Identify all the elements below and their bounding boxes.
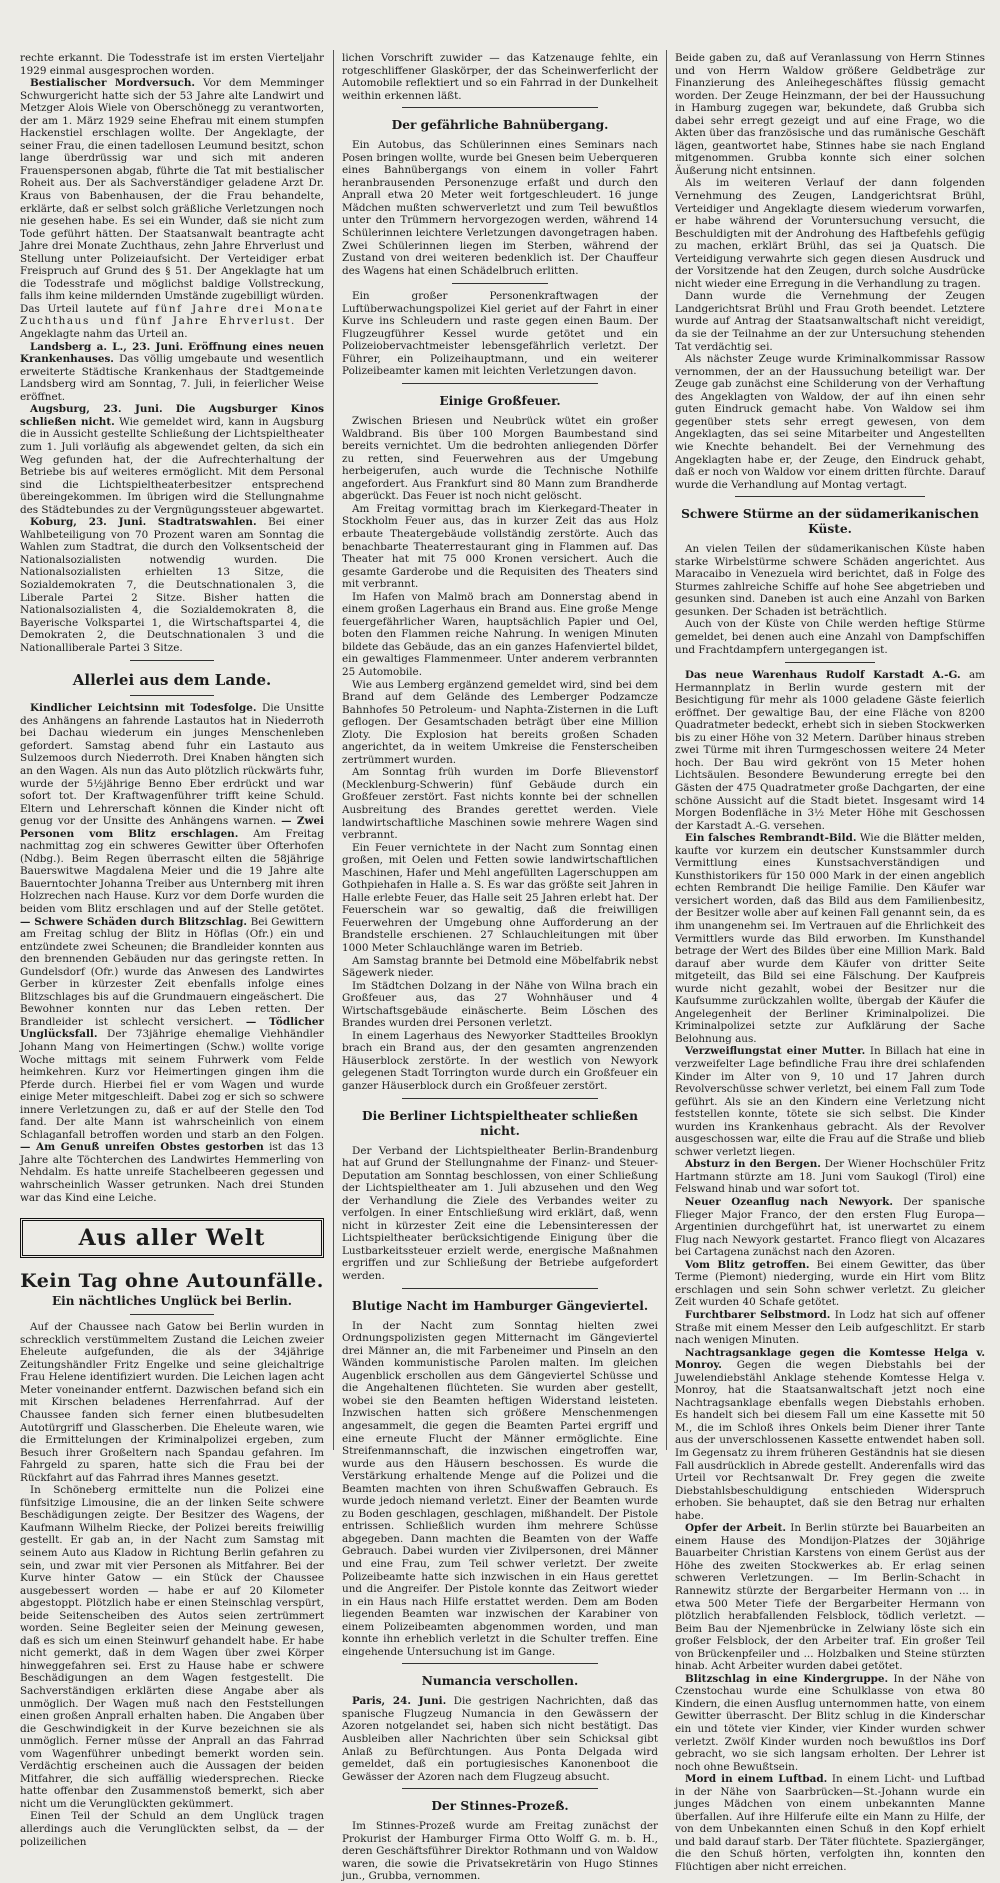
- article-luftbad: [675, 1773, 985, 1873]
- headline-stinnes: Der Stinnes-Prozeß.: [431, 1799, 569, 1814]
- article-body: In der Nähe von Czenstochau wurde eine Schulklasse von etwa 80 Kindern, die einen Ausflug unternommen hatte, von einem Gewitter überrascht. Der Blitz schlug in die Kinderschar ein und tötete vier Kinder, vier Kinder wurden schwer verletzt. Zwölf Kinder wurden noch bewußtlos ins Dorf gebracht, wo sie sich langsam erholten. Der Lehrer ist noch ohne Bewußtsein.: [675, 1672, 985, 1773]
- article-landsberg: [20, 341, 324, 404]
- article-title: Furchtbarer Selbstmord.: [685, 1308, 831, 1321]
- article-body: In Billach hat eine in verzweifelter Lage befindliche Frau ihre drei schlafenden Kinder im Alter von 9, 10 und 17 Jahren durch Revolverschüsse schwer verletzt, bei einem Fall zum Tode geführt. Als sie an den Kindern eine Verletzung nicht feststellen konnte, tötete sie sich selbst. Die Kinder wurden ins Krankenhaus gebracht. Als der Revolver ausgeschossen war, eilte die Frau auf die Straße und blieb schwer verletzt liegen.: [675, 1045, 985, 1158]
- separator-rule: [402, 1098, 598, 1099]
- article-body: Vor dem Memminger Schwurgericht hatte sich der 53 Jahre alte Landwirt und Metzger Alois Wiele von Oberschönegg zu verantworten, der am 1. März 1929 seine Ehefrau mit einem stumpfen Hackenstiel erschlagen wollte. Der Angeklagte, der seiner Frau, die einen tadellosen Leumund besitzt, schon lange überdrüssig war und sich mit anderen Frauenspersonen abgab, führte die Tat mit bestialischer Roheit aus. Der als Sachverständiger geladene Arzt Dr. Kraus von Babenhausen, der die Frau behandelte, erklärte, daß er selbst solch gräßliche Verletzungen noch nie gesehen habe. Es sei ein Wunder, daß sie nicht zum Tode geführt hätten. Der Staatsanwalt beantragte acht Jahre drei Monate Zuchthaus, zehn Jahre Ehrverlust und Stellung unter Polizeiaufsicht. Der Verteidiger erbat Freispruch auf Grund des § 51. Der Angeklagte hat um die Todesstrafe und möglichst baldige Vollstreckung, falls ihm keine mildernden Umstände zugebilligt würden. Das Urteil lautete auf: [20, 77, 324, 315]
- article-title: Blitzschlag in eine Kindergruppe.: [685, 1672, 889, 1685]
- article-paragraph: In Schöneberg ermittelte nun die Polizei eine fünfsitzige Limousine, die an der linken Seite schwere Beschädigungen zeigte. Der Besitzer des Wagens, der Kaufmann Wilhelm Riecke, der Polizei bereits freiwillig gestellt. Er gab an, in der Nacht zum Samstag mit seinem Auto aus Kladow in Richtung Berlin gefahren zu sein, und zwar mit vier Personen als Mitfahrer. Bei der Kurve hinter Gatow — ein Stück der Chaussee ausgebessert worden — habe er auf 20 Kilometer abgestoppt. Plötzlich habe er einen Steinschlag verspürt, beide Seitenscheiben des Autos seien zertrümmert worden. Seine Begleiter seien der Meinung gewesen, daß es sich um einen Steinwurf gehandelt habe. Er habe nicht gemerkt, daß in dem Wagen über zwei Körper hinweggefahren sei. Erst zu Hause habe er schwere Beschädigungen an dem Wagen festgestellt. Die Sachverständigen erklärten diese Angabe aber als unmöglich. Der Wagen muß nach den Feststellungen einen großen Anprall erhalten haben. Die Angaben über die Geschwindigkeit in der Kurve bezeichnen sie als unmöglich. Ferner müsse der Anprall an das Fahrrad vom Wagenführer unbedingt bemerkt worden sein. Verdächtig erscheinen auch die Aussagen der beiden Mitfahrer, die sich auffällig wiedersprechen. Riecke hatte offenbar den Zusammenstoß bemerkt, sich aber nicht um die Verunglückten gekümmert.: [20, 1484, 324, 1810]
- article-body: Am Freitag nachmittag zog ein schweres Gewitter über Ofterhofen (Ndbg.). Beim Regen überrascht eilten die 58jährige Bauerswitwe Magdalena Meier und die 19 Jahre alte Bauerntochter Johanna Treiber aus Unternberg mit ihren Holzrechen nach Hause. Kurz vor dem Dorfe wurden die beiden vom Blitz erschlagen und auf der Stelle getötet.: [20, 827, 324, 915]
- article-body: Wie gemeldet wird, kann in Augsburg die in Aussicht gestellte Schließung der Lichtspieltheater zum 1. Juli vorläufig als abgewendet gelten, da sich ein Weg gefunden hat, der die Aufrechterhaltung der Betriebe bis auf weiteres ermöglicht. Mit dem Personal sind die Lichtspieltheaterbesitzer entsprechend übereingekommen. Im übrigen wird die Stellungnahme des Städtebundes zu der Vergnügungssteuer abgewartet.: [20, 415, 324, 516]
- article-paragraph: Wie aus Lemberg ergänzend gemeldet wird, sind bei dem Brand auf dem Gelände des Lemberger Podzamcze Bahnhofes 50 Petroleum- und Naphta-Zisternen in die Luft geflogen. Der Gesamtschaden beträgt über eine Million Zloty. Die Explosion hat bereits großen Schaden angerichtet, da in weitem Umkreise die Fensterscheiben zertrümmert wurden.: [342, 678, 658, 766]
- article-dateline: Koburg, 23. Juni.: [30, 516, 147, 529]
- article-paragraph: Ein Autobus, das Schülerinnen eines Seminars nach Posen bringen wollte, wurde bei Gnesen beim Ueberqueren eines Bahnübergangs von einem in voller Fahrt heranbrausenden Personenzuge erfaßt und durch den Anprall etwa 20 Meter weit fortgeschleudert. 16 junge Mädchen mußten schwerverletzt und zum Teil bewußtlos unter den Trümmern hervorgezogen werden, während 14 Schülerinnen leichtere Verletzungen davongetragen haben. Zwei Schülerinnen liegen im Sterben, während der Zustand von drei weiteren bedenklich ist. Der Chauffeur des Wagens hat einen Schädelbruch erlitten.: [342, 139, 658, 277]
- article-paragraph: Auch von der Küste von Chile werden heftige Stürme gemeldet, bei denen auch eine Anzahl von Dampfschiffen und Frachtdampfern untergegangen ist.: [675, 618, 985, 656]
- article-paragraph: Ein großer Personenkraftwagen der Luftüberwachungspolizei Kiel geriet auf der Fahrt in einer Kurve ins Schleudern und raste gegen einen Baum. Der Flugzeugführer Kessel wurde getötet und ein Polizeiobervachtmeister lebensgefährlich verletzt. Der Führer, ein Polizeihauptmann, und ein weiterer Polizeibeamter kamen mit leichten Verletzungen davon.: [342, 290, 658, 378]
- article-paragraph: Der Verband der Lichtspieltheater Berlin-Brandenburg hat auf Grund der Stellungnahme der Finanz- und Steuer-Deputation am Sonntag beschlossen, von einer Schließung der Lichtspieltheater am 1. Juli abzusehen und den Weg der Verhandlung die Ziele des Verbandes weiter zu verfolgen. In einer Entschließung wird erklärt, daß, wenn nicht in kürzester Zeit eine die Lebensinteressen der Lichtspieltheater berücksichtigende Einigung über die Lustbarkeitssteuer erzielt werde, energische Maßnahmen ergriffen und zur Schließung der Betriebe aufgefordert werden.: [342, 1144, 658, 1283]
- separator-rule: [130, 695, 214, 696]
- article-paragraph: Als nächster Zeuge wurde Kriminalkommissar Rassow vernommen, der an der Haussuchung beteiligt war. Der Zeuge gab zunächst eine Schilderung von der Verhaftung des Angeklagten von Waldow, der auf ihn einen sehr guten Eindruck gemacht habe. Von Waldow sei ihm gegenüber stets sehr erregt gewesen, von dem Angeklagten, das sei seine Mitarbeiter und Angestellten wie Knechte behandelt. Bei der Vernehmung des Angeklagten habe er, der Zeuge, den Eindruck gehabt, daß er noch von Waldow vor einem dritten fürchte. Darauf wurde die Verhandlung auf Montag vertagt.: [675, 353, 985, 491]
- article-paragraph: Einen Teil der Schuld an dem Unglück tragen allerdings auch die Verunglückten selbst, da — der polizeilichen: [20, 1810, 324, 1848]
- separator-rule: [402, 107, 598, 108]
- article-body: In Berlin stürzte bei Bauarbeiten an einem Hause des Mondijon-Platzes der 30jährige Bauarbeiter Christian Karstens von einem Gerüst aus der Höhe des zweiten Stockwerkes ab. Er erlag seinen schweren Verletzungen. — Im Berlin-Schacht in Rannewitz stürzte der Bergarbeiter Hermann von ... in etwa 500 Meter Tiefe der Bergarbeiter Hermann von plötzlich herabfallenden Felsblock, tödlich verletzt. — Beim Bau der Njemenbrücke in Zelwiany löste sich ein großer Felsblock, der den Arbeiter traf. Ein großer Teil von Brückenpfeiler und ... Holzbalken und Steine stürzten hinab. Acht Arbeiter wurden dabei getötet.: [675, 1522, 985, 1673]
- article-paragraph: Im Hafen von Malmö brach am Donnerstag abend in einem großen Lagerhaus ein Brand aus. Eine große Menge feuergefährlicher Waren, hauptsächlich Papier und Oel, boten den Flammen reiche Nahrung. In wenigen Minuten bildete das Gebäude, das an ein ganzes Hafenviertel bildet, ein gewaltiges Flammenmeer. Unter anderem verbrannten 25 Automobile.: [342, 590, 658, 678]
- article-arbeit: [675, 1522, 985, 1673]
- separator-rule: [735, 496, 925, 497]
- article-title: Eröffnung eines neuen Krankenhauses.: [20, 340, 324, 366]
- article-body: ist das 13 Jahre alte Töchterchen des Landwirtes Hemmerling von Nehdalm. Es hatte unreife Stachelbeeren gegessen und wahrscheinlich Wasser getrunken. Nach drei Stunden war das Kind eine Leiche.: [20, 1141, 324, 1204]
- separator-rule: [402, 383, 598, 384]
- article-title: — Schwere Schäden durch Blitzschlag.: [20, 915, 248, 928]
- column-2: [342, 52, 659, 1883]
- article-body: Bei einem Gewitter, das über Terme (Piemont) niederging, wurde ein Hirt vom Blitz erschlagen und sein Sohn schwer verletzt. Zu gleicher Zeit wurden 40 Schafe getötet.: [675, 1258, 985, 1309]
- article-paragraph: In einem Lagerhaus des Newyorker Stadtteiles Brooklyn brach ein Brand aus, der den gesamten angrenzenden Häuserblock zerstörte. In der westlich von Newyork gelegenen Stadt Torrington wurde durch ein Großfeuer ein ganzer Häuserblock durch ein Großfeuer zerstört.: [342, 1029, 658, 1093]
- article-dateline: Landsberg a. L., 23. Juni.: [30, 340, 184, 353]
- article-title: Absturz in den Bergen.: [685, 1158, 821, 1171]
- article-body: Gegen die wegen Diebstahls bei der Juwelendiebstähl Anklage stehende Komtesse Helga v. Monroy, hat die Staatsanwaltschaft jetzt noch eine Nachtragsanklage ebenfalls wegen Diebstahls erhoben. Es handelt sich bei diesem Fall um eine Kassette mit 50 M., die im Schloß ihres Onkels beim Diener ihrer Tante aus der unverschlossenen Kassette entwendet haben soll. Im Gegensatz zu ihrem früheren Geständnis hat sie diesen Fall ausdrücklich in Abrede gestellt. Anderenfalls wird das Urteil vor Rechtsanwalt Dr. Frey gegen die zweite Diebstahlsbeschuldigung entschieden Widerspruch erhoben. Sie behauptet, daß sie den Betrag nur erhalten habe.: [675, 1359, 985, 1522]
- article-title: Vom Blitz getroffen.: [685, 1258, 810, 1271]
- article-blitz: [675, 1259, 985, 1309]
- section-heading-allerlei: Allerlei aus dem Lande.: [72, 671, 272, 690]
- column-3: [675, 52, 986, 1874]
- article-allerlei: [20, 702, 324, 1204]
- article-paragraph: rechte erkannt. Die Todesstrafe ist im ersten Vierteljahr 1929 einmal ausgesprochen worden.: [20, 52, 324, 77]
- article-title: Stadtratswahlen.: [157, 516, 257, 529]
- article-mutter: [675, 1045, 985, 1158]
- article-paragraph: Im Städtchen Dolzang in der Nähe von Wilna brach ein Großfeuer aus, das 27 Wohnhäuser und 4 Wirtschaftsgebäude einäscherte. Beim Löschen des Brandes wurden drei Personen verletzt.: [342, 979, 658, 1030]
- article-body: Der spanische Flieger Major Franco, der den ersten Flug Europa—Argentinien durchgeführt hat, ist unerwartet zu einem Flug nach Newyork gestartet. Franco fliegt von Alcazares bei Cartagena zunächst nach den Azoren.: [675, 1196, 985, 1259]
- separator-rule: [402, 1788, 598, 1789]
- article-paragraph: Als im weiteren Verlauf der dann folgenden Vernehmung des Zeugen, Landgerichtsrat Brühl, Verteidiger und Angeklagte diesem wiederum vorwarfen, er habe während der Voruntersuchung versucht, die Beschuldigten mit der Androhung des Haftbefehls gefügig zu machen, erklärt Brühl, das sei ja Quatsch. Die Verteidigung verwahrte sich gegen diesen Ausdruck und der Vorsitzende hat den Zeugen, durch solche Ausdrücke nicht wieder eine Erregung in die Verhandlung zu tragen.: [675, 177, 985, 290]
- article-berge: [675, 1158, 985, 1196]
- article-title: — Tödlicher Unglücksfall.: [20, 1015, 324, 1041]
- article-title: — Zwei Personen vom Blitz erschlagen.: [20, 815, 324, 840]
- article-paragraph: Am Sonntag früh wurden im Dorfe Blievenstorf (Mecklenburg-Schwerin) fünf Gebäude durch ein Großfeuer zerstört. Fast nichts konnte bei der schnellen Ausbreitung des Brandes gerettet werden. Viele landwirtschaftliche Maschinen sowie mehrere Wagen sind verbrannt.: [342, 766, 658, 842]
- article-ozeanflug: [675, 1196, 985, 1259]
- article-body: Der Angeklagte nahm das Urteil an.: [20, 315, 324, 341]
- article-title: Nachtragsanklage gegen die Komtesse Helga v. Monroy.: [675, 1346, 985, 1372]
- article-body: Der Wiener Hochschüler Fritz Hartmann stürzte am 18. Juni vom Saukogl (Tirol) eine Felswand hinab und war sofort tot.: [675, 1158, 985, 1196]
- article-title: Opfer der Arbeit.: [685, 1522, 787, 1535]
- separator-rule: [402, 1663, 598, 1664]
- separator-rule: [452, 283, 548, 284]
- article-augsburg: [20, 403, 324, 516]
- article-title: Bestialischer Mordversuch.: [30, 77, 196, 90]
- headline-grossfeuer: Einige Großfeuer.: [439, 394, 561, 409]
- section-heading-aus-aller-welt: Aus aller Welt: [20, 1218, 324, 1258]
- headline-hamburg: Blutige Nacht im Hamburger Gängeviertel.: [351, 1298, 649, 1313]
- headline-stuerme: Schwere Stürme an der südamerikanischen Küste.: [681, 507, 979, 537]
- article-body: In einem Licht- und Luftbad in der Nähe von Saarbrücken—St.-Johann wurde ein junges Mädchen von einem unbekannten Manne überfallen. Auf ihre Hilferufe eilte ein Mann zu Hilfe, der von dem Unbekannten einen Schuß in den Kopf erhielt und bald darauf starb. Der Täter flüchtete. Spaziergänger, die den Schuß hörten, verfolgten ihn, konnten den Flüchtigen aber nicht erreichen.: [675, 1773, 985, 1874]
- article-paragraph: Im Stinnes-Prozeß wurde am Freitag zunächst der Prokurist der Hamburger Firma Otto Wolff G. m. b. H., deren Geschäftsführer Direktor Rothmann und von Waldow waren, die sowie die Privatsekretärin von Hugo Stinnes jun., Grubba, vernommen.: [342, 1820, 658, 1883]
- article-body: Die Unsitte des Anhängens an fahrende Lastautos hat in Niederroth bei Dachau wiederum ein junges Menschenleben gefordert. Samstag abend fuhr ein Lastauto aus Sulzemoos durch Niederroth. Drei Knaben hängten sich an den Wagen. Als nun das Auto plötzlich rückwärts fuhr, wurde der 5½jährige Benno Eber erdrückt und war sofort tot. Der Kraftwagenführer trifft keine Schuld. Eltern und Lehrerschaft können die Kinder nicht oft genug vor der Unsitte des Anhängens warnen.: [20, 702, 324, 828]
- headline-lichtspieltheater: Die Berliner Lichtspieltheater schließen nicht.: [362, 1108, 638, 1138]
- article-paragraph: An vielen Teilen der südamerikanischen Küste haben starke Wirbelstürme schwere Schäden angerichtet. Aus Maracaibo in Venezuela wird berichtet, daß in Folge des Sturmes zahlreiche Schiffe auf hohe See abgetrieben und gesunken sind. Daneben ist auch eine Anzahl von Barken gesunken. Der Schaden ist beträchtlich.: [675, 543, 985, 618]
- article-body: Bei einer Wahlbeteiligung von 70 Prozent waren am Sonntag die Wahlen zum Stadtrat, die durch den Volksentscheid der Nationalsozialisten notwendig wurden. Die Nationalsozialisten erhielten 13 Sitze, die Sozialdemokraten 7, die Deutschnationalen 3, die Liberale Partei 2 Sitze. Bisher hatten die Nationalsozialisten 4, die Sozialdemokraten 8, die Bayerische Volkspartei 1, die Wirtschaftspartei 4, die Demokraten 2, die Deutschnationalen 3 und die Nationalliberale Partei 3 Sitze.: [20, 516, 324, 654]
- separator-rule: [402, 1288, 598, 1289]
- article-body: In Lodz hat sich auf offener Straße mit einem Messer den Leib aufgeschlitzt. Er starb nach wenigen Minuten.: [675, 1308, 986, 1347]
- article-body: Die gestrigen Nachrichten, daß das spanische Flugzeug Numancia in den Gewässern der Azoren notgelandet sei, haben sich nicht bestätigt. Das Ausbleiben aller Nachrichten über sein Schicksal gibt Anlaß zu Befürchtungen. Aus Ponta Delgada wird gemeldet, daß ein portugiesisches Kanonenboot die Gewässer der Azoren nach dem Flugzeug absucht.: [342, 1695, 659, 1783]
- article-title: Mord in einem Luftbad.: [685, 1773, 828, 1786]
- headline-bahnuebergang: Der gefährliche Bahnübergang.: [391, 118, 609, 133]
- article-rembrandt: [675, 832, 985, 1045]
- article-body: Wie die Blätter melden, kaufte vor kurzem ein deutscher Kunstsammler durch Vermittlung eines Kunstsachverständigen und Kunsthistorikers für 150 000 Mark in der einen angeblich echten Rembrandt Die heilige Familie. Den Käufer war versichert worden, daß das Bild aus dem Familienbesitz, der Besitzer wolle aber auf keinen Fall genannt sein, da es ihm unangenehm sei. Im Vertrauen auf die Ehrlichkeit des Vermittlers wurde das Bild erworben. Im Kunsthandel betrage der Wert des Bildes über eine Million Mark. Bald darauf aber wurde dem Käufer von dritter Seite mitgeteilt, das Bild sei eine Fälschung. Der Kaufpreis wurde nicht gezahlt, wobei der Besitzer nur die Kaufsumme zurückzahlen wollte, übergab der Käufer die Angelegenheit der Berliner Kriminalpolizei. Die Kriminalpolizei setzte zur Aufklärung der Sache Belohnung aus.: [675, 832, 986, 1045]
- article-koburg: [20, 516, 324, 654]
- separator-rule: [130, 1314, 214, 1315]
- article-body: Der 73jährige ehemalige Viehhändler Johann Mang von Heimertingen (Schw.) wollte vorige Woche mittags mit seinem Fuhrwerk vom Felde heimkehren. Kurz vor Heimertingen gingen ihm die Pferde durch. Hierbei fiel er vom Wagen und wurde einige Meter mitgeschleift. Dabei zog er sich so schwere innere Verletzungen zu, daß er auf der Stelle den Tod fand. Der alte Mann ist wahrscheinlich von einem Schlaganfall betroffen worden und starb an den Folgen.: [20, 1028, 324, 1141]
- article-paragraph: Am Samstag brannte bei Detmold eine Möbelfabrik nebst Sägewerk nieder.: [342, 954, 658, 980]
- article-paragraph: Auf der Chaussee nach Gatow bei Berlin wurden in schrecklich verstümmeltem Zustand die Leichen zweier Eheleute aufgefunden, die als der 34jährige Zeitungshändler Fritz Engelke und seine gleichaltrige Frau Helene identifiziert wurden. Die Leichen lagen acht Meter voneinander entfernt. Dazwischen befand sich ein mit Kirschen beladenes Herrenfahrrad. Auf der Chaussee fanden sich ferner einen blutbesudelten Autotürgriff und Glasscherben. Die Eheleute waren, wie die Ermittelungen der Kriminalpolizei ergeben, zum Besuch ihrer Großeltern nach Spandau gefahren. Im Fahrgeld zu sparen, hatte sich die Frau bei der Rückfahrt auf das Fahrrad ihres Mannes gesetzt.: [20, 1321, 324, 1484]
- article-kindergruppe: [675, 1673, 985, 1773]
- article-numancia: [342, 1695, 658, 1783]
- headline-numancia: Numancia verschollen.: [421, 1674, 579, 1689]
- article-title: Verzweiflungstat einer Mutter.: [685, 1045, 866, 1058]
- article-karstadt: [675, 669, 985, 832]
- article-title: — Am Genuß unreifen Obstes gestorben: [20, 1141, 264, 1154]
- article-body: am Hermannplatz in Berlin wurde gestern mit der Besichtigung für mehr als 1000 geladene Gäste feierlich eröffnet. Der gewaltige Bau, der eine Fläche von 8200 Quadratmeter bedeckt, erhebt sich in sieben Stockwerken bis zu einer Höhe von 32 Metern. Darüber hinaus streben zwei Türme mit ihren Turmgeschossen weitere 24 Meter hoch. Der Bau wird gekrönt von 15 Meter hohen Lichtsäulen. Besondere Bewunderung erregte bei den Gästen der 475 Quadratmeter große Dachgarten, der eine schöne Aussicht auf die Stadt bietet. Insgesamt wird 14 Morgen Bodenfläche in 3½ Meter Höhe mit Geschossen der Karstadt A.-G. versehen.: [675, 669, 985, 832]
- column-divider: [666, 50, 667, 1450]
- article-monroy: [675, 1347, 985, 1523]
- article-title: Die Augsburger Kinos schließen nicht.: [20, 403, 324, 428]
- article-paragraph: Am Freitag vormittag brach im Kierkegard-Theater in Stockholm Feuer aus, das in kurzer Zeit das aus Holz erbaute Theatergebäude vollständig zerstörte. Auch das benachbarte Theaterrestaurant ging in Flammen auf. Das Theater hat mit 75 000 Kronen versichert. Auch die gesamte Garderobe und die Requisiten des Theaters sind mit verbrannt.: [342, 502, 658, 591]
- article-body: Bei Gewittern am Freitag schlug der Blitz in Höflas (Ofr.) ein und entzündete zwei Scheunen; die Brandleider konnten aus den brennenden Gebäuden nur das geringste retten. In Gundelsdorf (Ofr.) wurde das Anwesen des Landwirtes Gerber in kürzester Zeit ebenfalls infolge eines Blitzschlages bis auf die Grundmauern eingeäschert. Die Bewohner konnten nur das Leben retten. Der Brandleider ist schlecht versichert.: [20, 915, 324, 1028]
- article-dateline: Augsburg, 23. Juni.: [30, 403, 163, 416]
- article-paragraph: lichen Vorschrift zuwider — das Katzenauge fehlte, ein rotgeschliffener Glaskörper, der das Scheinwerferlicht der Automobile reflektiert und so ein Fahrrad in der Dunkelheit weithin erkennen läßt.: [342, 52, 658, 102]
- article-dateline: Paris, 24. Juni.: [352, 1695, 447, 1708]
- article-title: Kindlicher Leichtsinn mit Todesfolge.: [30, 702, 257, 715]
- article-paragraph: In der Nacht zum Sonntag hielten zwei Ordnungspolizisten gegen Mitternacht im Gängeviertel drei Männer an, die mit Farbeneimer und Pinseln an den Wänden kommunistische Parolen malten. Im gleichen Augenblick erschollen aus dem Gängeviertel Schüsse und die Angehaltenen flüchteten. Sie wurden aber gestellt, wobei sie den Beamten heftigen Widerstand leisteten. Inzwischen hatten sich größere Menschenmengen angesammelt, die gegen die Beamten Partei ergriff und eine erneute Flucht der Männer ermöglichte. Eine Streifenmannschaft, die inzwischen eingetroffen war, wurde aus den Häusern beschossen. Es wurde die Verstärkung erhaltende Menge auf die Polizei und die Beamten machten von ihren Schußwaffen Gebrauch. Es wurde jedoch niemand verletzt. Einer der Beamten wurde zu Boden geschlagen, geschlagen, mißhandelt. Der Pistole entrissen. Schließlich wurden ihm mehrere Schüsse abgegeben. Dann machten die Beamten von der Waffe Gebrauch. Dabei wurden vier Zivilpersonen, drei Männer und eine Frau, zum Teil schwer verletzt. Der zweite Polizeibeamte hatte sich inzwischen in ein Haus gerettet und die Angreifer. Der Pistole konnte das Zeitwort wieder in ein Haus nach Hilfe erstattet werden. Dem am Boden liegenden Beamten war inzwischen der Karabiner von einem Polizeibeamten abgenommen worden, und man konnte ihn erheblich verletzt in die Schulter treffen. Eine eingehende Untersuchung ist im Gange.: [342, 1319, 658, 1658]
- headline-autounfaelle: Kein Tag ohne Autounfälle.: [20, 1270, 324, 1293]
- article-title: Neuer Ozeanflug nach Newyork.: [685, 1196, 893, 1209]
- article-paragraph: Dann wurde die Vernehmung der Zeugen Landgerichtsrat Brühl und Frau Groth beendet. Letztere wurde auf Antrag der Staatsanwaltschaft nicht vereidigt, da sie der Teilnahme an der zur Untersuchung stehenden Tat verdächtig sei.: [675, 290, 985, 353]
- article-title: Ein falsches Rembrandt-Bild.: [685, 832, 857, 845]
- article-verdict: fünf Jahre drei Monate Zuchthaus und fünf Jahre Ehrverlust.: [20, 302, 324, 328]
- article-body: Das völlig umgebaute und wesentlich erweiterte Städtische Krankenhaus der Stadtgemeinde Landsberg wird am Sonntag, 7. Juli, in feierlicher Weise eröffnet.: [20, 353, 324, 403]
- article-paragraph: Zwischen Briesen und Neubrück wütet ein großer Waldbrand. Bis über 100 Morgen Baumbestand sind bereits vernichtet. Um die bedrohten anliegenden Dörfer zu retten, sind Feuerwehren aus der Umgebung herbeigerufen, auch wurde die Technische Nothilfe angefordert. Aus Frankfurt sind 80 Mann zum Brandherde abgerückt. Das Feuer ist noch nicht gelöscht.: [342, 415, 658, 503]
- article-memmingen: [20, 77, 324, 340]
- article-selbstmord: [675, 1309, 985, 1347]
- article-title: Das neue Warenhaus Rudolf Karstadt A.-G.: [685, 669, 961, 682]
- column-divider: [333, 50, 334, 1450]
- column-1: [20, 52, 324, 1848]
- subheadline-autounfaelle: Ein nächtliches Unglück bei Berlin.: [52, 1294, 292, 1309]
- separator-rule: [785, 662, 875, 663]
- article-paragraph: Ein Feuer vernichtete in der Nacht zum Sonntag einen großen, mit Oelen und Fetten sowie landwirtschaftlichen Maschinen, Hafer und Mehl angefüllten Lagerschuppen am Gothpiehafen in Halle a. S. Es war das größte seit Jahren in Halle erlebte Feuer, das Halle seit 25 Jahren erlebt hat. Der Feuerschein war so gewaltig, daß die freiwilligen Feuerwehren der Umgebung ohne Aufforderung an der Brandstelle erschienen. 27 Schlauchleitungen mit über 1000 Meter Schlauchlänge waren im Betrieb.: [342, 841, 658, 954]
- separator-rule: [130, 660, 214, 661]
- article-paragraph: Beide gaben zu, daß auf Veranlassung von Herrn Stinnes und von Herrn Waldow größere Geldbeträge zur Finanzierung des Anleihegeschäftes flüssig gemacht worden. Der Zeuge Heinzmann, der bei der Haussuchung in Hamburg zugegen war, bekundete, daß Grubba sich dabei sehr erregt gezeigt und auf eine Frage, wo die Akten über das französische und das rumänische Geschäft lägen, geantwortet habe, Stinnes habe sie nach England mitgenommen. Grubba konnte sich einer solchen Äußerung nicht entsinnen.: [675, 52, 985, 177]
